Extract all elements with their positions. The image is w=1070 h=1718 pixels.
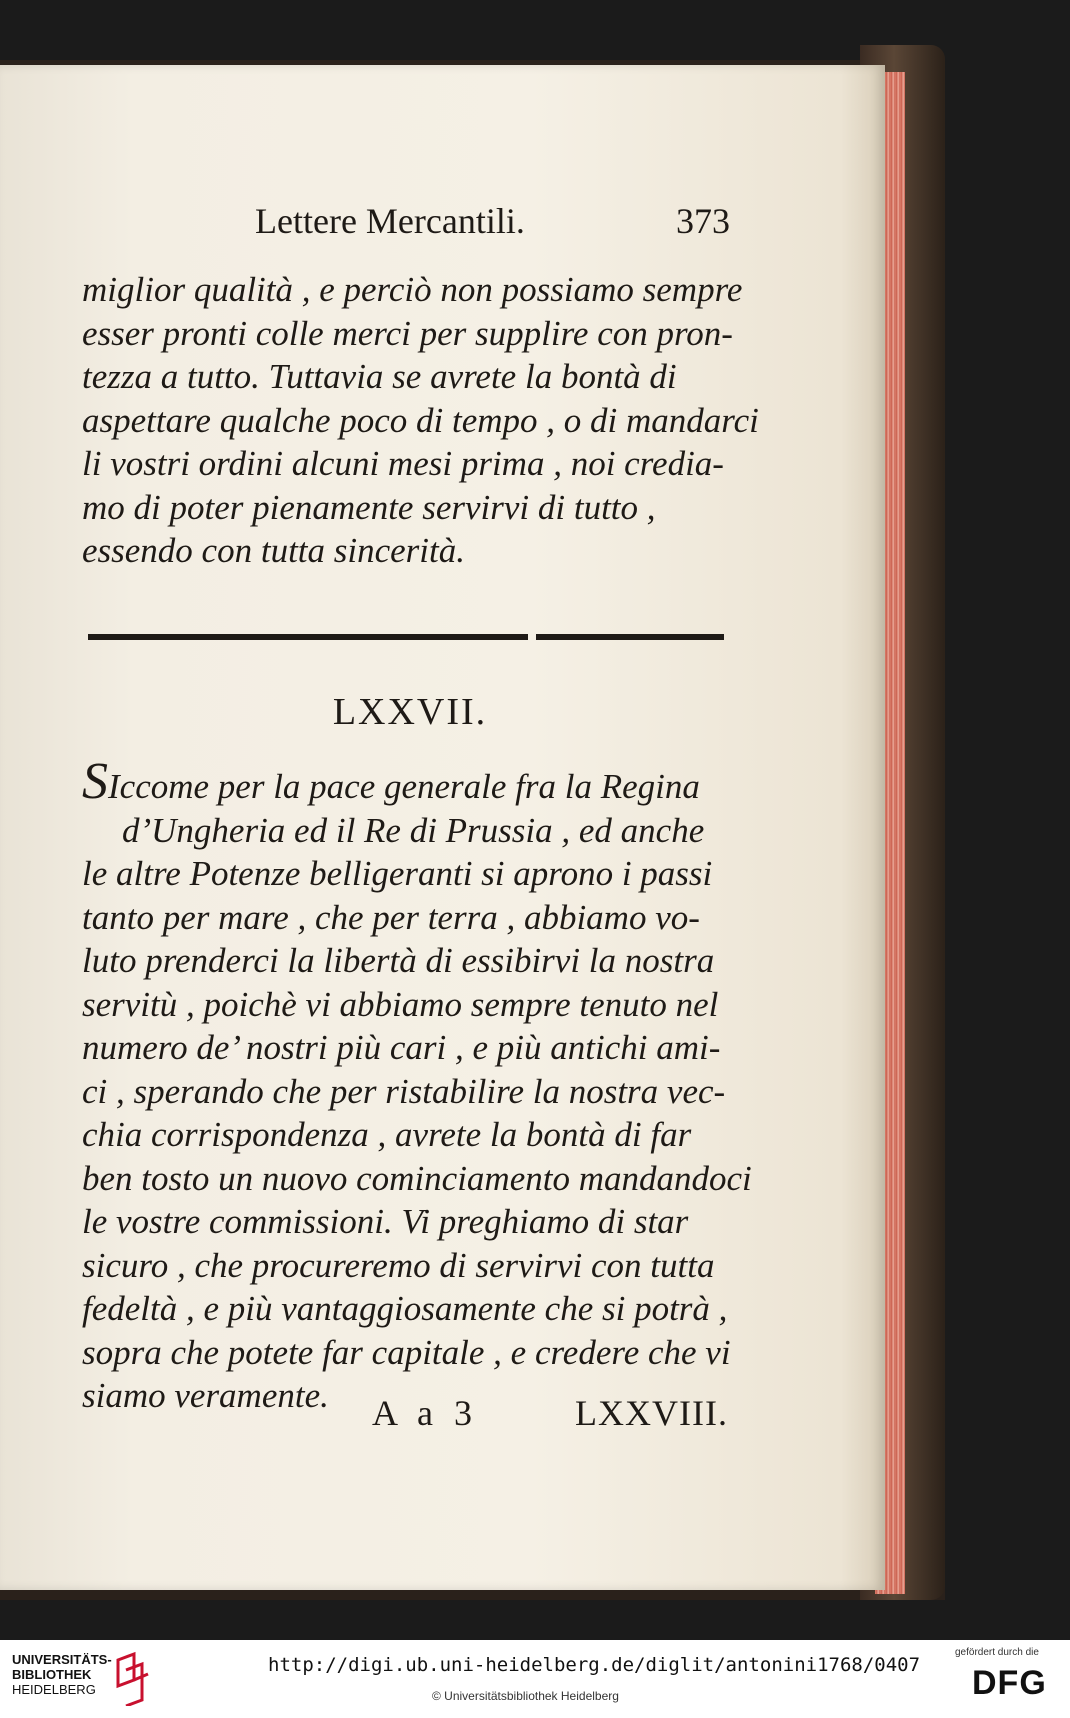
text-line: tanto per mare , che per terra , abbiamo vo-: [82, 897, 700, 937]
section-number: LXXVII.: [332, 691, 488, 733]
divider-rule-left: [88, 634, 528, 640]
library-name-line3: HEIDELBERG: [12, 1682, 96, 1697]
catchword: LXXVIII.: [575, 1393, 728, 1433]
paragraph-1: [82, 268, 759, 573]
text-line: Iccome per la pace generale fra la Regina: [108, 767, 700, 806]
library-name-line1: UNIVERSITÄTS-: [12, 1652, 112, 1667]
section-divider: [88, 634, 724, 640]
funded-by-label: gefördert durch die: [955, 1647, 1039, 1658]
text-line: numero de’ nostri più cari , e più antichi ami-: [82, 1028, 721, 1067]
running-head: [250, 200, 730, 250]
text-line: le altre Potenze belligeranti si aprono i passi: [82, 854, 713, 893]
text-line-first: [82, 753, 732, 810]
text-line: chia corrispondenza , avrete la bontà di far: [82, 1115, 692, 1154]
running-title: Lettere Mercantili.: [255, 201, 525, 241]
text-line: miglior qualità , e perciò non possiamo sempre: [82, 270, 743, 309]
signature-mark: A a 3: [372, 1393, 478, 1433]
text-line: li vostri ordini alcuni mesi prima , noi credia-: [82, 444, 724, 483]
divider-rule-right: [536, 634, 724, 640]
text-line: tezza a tutto. Tuttavia se avrete la bontà di: [82, 357, 677, 396]
page-number: 373: [676, 201, 730, 241]
text-line: aspettare qualche poco di tempo , o di mandarci: [82, 400, 759, 440]
text-line: ci , sperando che per ristabilire la nostra vec-: [82, 1071, 726, 1111]
text-line: sicuro , che procureremo di servirvi con tutta: [82, 1245, 715, 1285]
text-line: ben tosto un nuovo cominciamento mandandoci: [82, 1158, 752, 1198]
text-line: servitù , poichè vi abbiamo sempre tenuto nel: [82, 984, 719, 1024]
dfg-logo[interactable]: DFG: [972, 1664, 1047, 1702]
library-name-line2: BIBLIOTHEK: [12, 1667, 92, 1682]
paragraph-2: [82, 753, 752, 1418]
text-line: d’Ungheria ed il Re di Prussia , ed anche: [122, 810, 705, 850]
text-line: luto prenderci la libertà di essibirvi la nostra: [82, 941, 715, 980]
text-line: mo di poter pienamente servirvi di tutto ,: [82, 487, 656, 527]
text-line: sopra che potete far capitale , e credere che vi: [82, 1332, 731, 1372]
copyright-text: © Universitätsbibliothek Heidelberg: [432, 1689, 619, 1703]
text-line: esser pronti colle merci per supplire con pron-: [82, 313, 733, 353]
text-line: le vostre commissioni. Vi preghiamo di star: [82, 1202, 689, 1241]
drop-cap: S: [82, 753, 108, 810]
text-line: essendo con tutta sincerità.: [82, 531, 466, 570]
footer-bar: [0, 1640, 1070, 1718]
text-line: fedeltà , e più vantaggiosamente che si potrà ,: [82, 1289, 728, 1328]
library-emblem-icon: [112, 1650, 152, 1706]
source-url-link[interactable]: http://digi.ub.uni-heidelberg.de/diglit/antonini1768/0407: [268, 1654, 921, 1676]
text-line: siamo veramente.: [82, 1376, 329, 1415]
